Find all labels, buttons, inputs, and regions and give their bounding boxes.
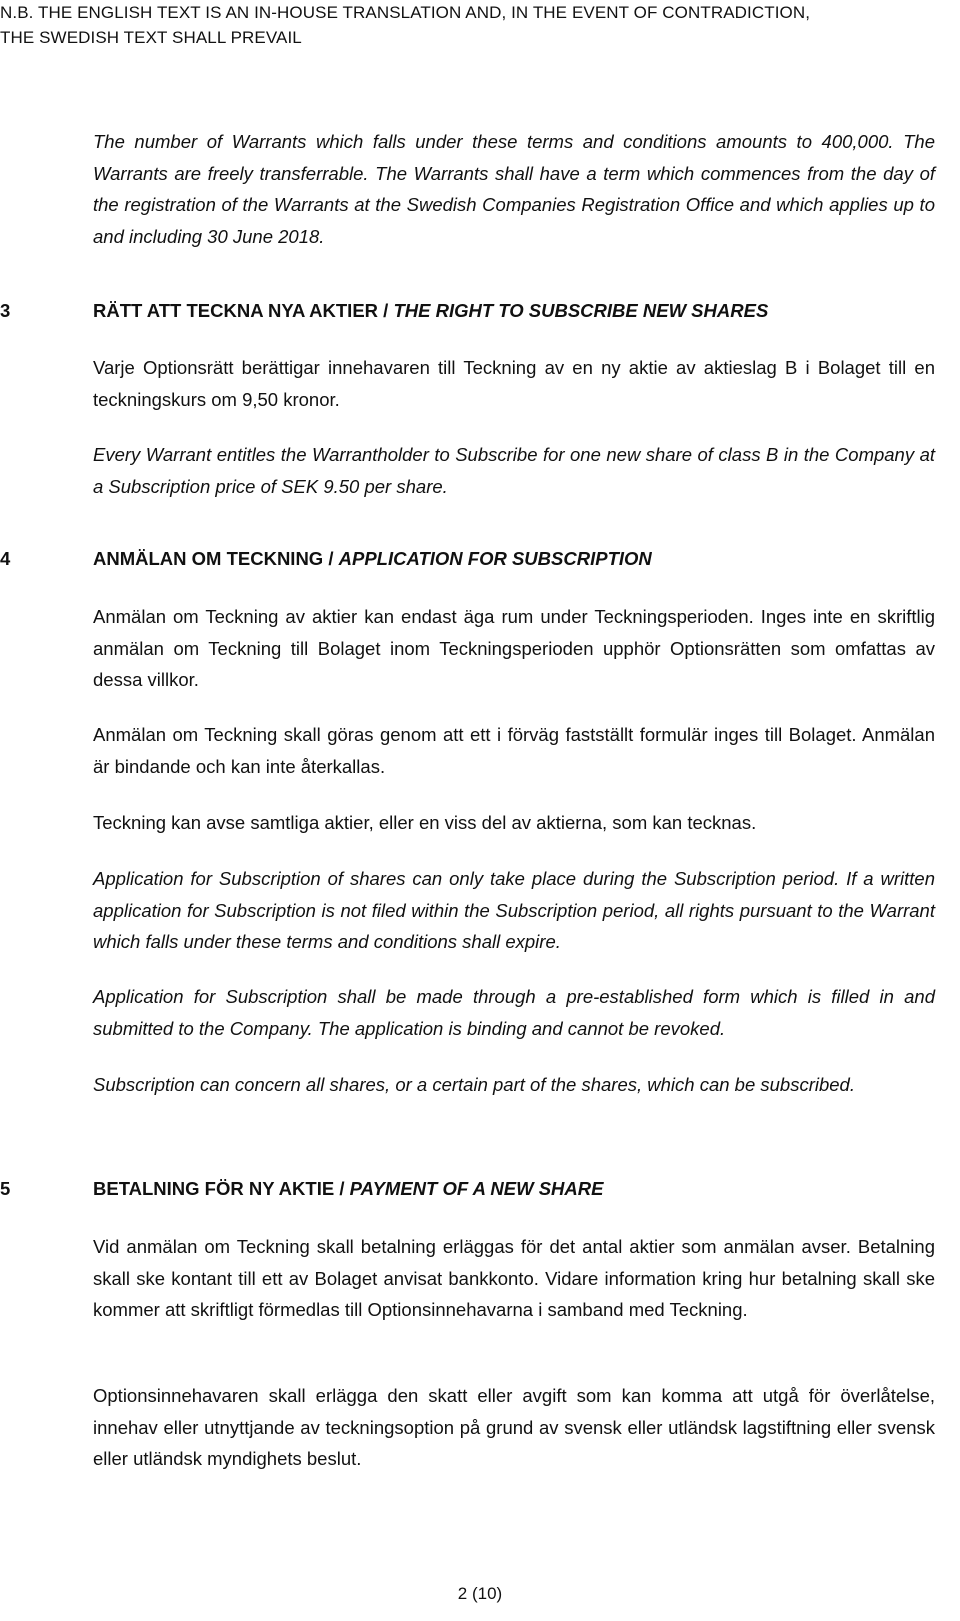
section-4-paragraph-1-en [93,863,935,958]
section-4-paragraph-1-sv [93,601,935,696]
section-5-text-1-sv: Vid anmälan om Teckning skall betalning erläggas för det antal aktier som anmälan avser. Betalning skall ske kontant till ett av Bolaget anvisat bankkonto. Vidare information kring hur betalning skall ske kommer att skriftligt förmedlas till Optionsinnehavarna i samband med Teckning. [93,1236,935,1320]
section-4-text-2-sv: Anmälan om Teckning skall göras genom att ett i förväg fastställt formulär inges till Bolaget. Anmälan är bindande och kan inte återkallas. [93,724,935,777]
section-4-paragraph-3-sv [93,807,935,839]
page-number: 2 (10) [457,1584,503,1603]
section-4-title [93,547,652,571]
section-5-text-2-sv: Optionsinnehavaren skall erlägga den skatt eller avgift som kan komma att utgå för överlåtelse, innehav eller utnyttjande av teckningsoption på grund av svensk eller utländsk lagstiftning eller svensk eller utländsk myndighets beslut. [93,1385,935,1469]
section-3-title [93,299,768,323]
section-5-paragraph-1-sv [93,1231,935,1326]
section-5-title [93,1177,603,1201]
header-line-1: N.B. THE ENGLISH TEXT IS AN IN-HOUSE TRANSLATION AND, IN THE EVENT OF CONTRADICTION, [0,3,811,22]
translation-notice-header [0,0,960,50]
section-4-paragraph-2-en [93,981,935,1044]
section-4-text-1-sv: Anmälan om Teckning av aktier kan endast äga rum under Teckningsperioden. Inges inte en skriftlig anmälan om Teckning till Bolaget inom Teckningsperioden upphör Optionsrätten som omfattas av dessa villkor. [93,606,935,690]
section-5-title-en: PAYMENT OF A NEW SHARE [349,1178,604,1199]
section-4-text-1-en: Application for Subscription of shares can only take place during the Subscription period. If a written application for Subscription is not filed within the Subscription period, all rights pursuant to the Warrant which falls under these terms and conditions shall expire. [93,868,935,952]
section-4-text-3-sv: Teckning kan avse samtliga aktier, eller en viss del av aktierna, som kan tecknas. [93,812,757,833]
section-5-title-sv: BETALNING FÖR NY AKTIE / [93,1178,350,1199]
section-3-paragraph-sv [93,352,935,415]
section-3-title-sv: RÄTT ATT TECKNA NYA AKTIER / [93,300,394,321]
section-3-text-en: Every Warrant entitles the Warrantholder to Subscribe for one new share of class B in the Company at a Subscription price of SEK 9.50 per share. [93,444,935,497]
section-4-paragraph-3-en [93,1069,935,1101]
section-4-title-sv: ANMÄLAN OM TECKNING / [93,548,339,569]
section-4-number: 4 [0,548,11,569]
section-4-title-en: APPLICATION FOR SUBSCRIPTION [338,548,652,569]
header-line-2: THE SWEDISH TEXT SHALL PREVAIL [0,28,302,47]
intro-paragraph-en [93,126,935,252]
section-3-text-sv: Varje Optionsrätt berättigar innehavaren till Teckning av en ny aktie av aktieslag B i Bolaget till en teckningskurs om 9,50 kronor. [93,357,935,410]
intro-text: The number of Warrants which falls under these terms and conditions amounts to 400,000. The Warrants are freely transferrable. The Warrants shall have a term which commences from the day of the registration of the Warrants at the Swedish Companies Registration Office and which applies up to and including 30 June 2018. [93,131,935,247]
section-4-text-3-en: Subscription can concern all shares, or a certain part of the shares, which can be subscribed. [93,1074,855,1095]
section-4-paragraph-2-sv [93,719,935,782]
section-3-number: 3 [0,300,11,321]
section-5-number: 5 [0,1178,11,1199]
section-3-title-en: THE RIGHT TO SUBSCRIBE NEW SHARES [393,300,769,321]
section-5-paragraph-2-sv [93,1380,935,1475]
section-4-text-2-en: Application for Subscription shall be made through a pre-established form which is filled in and submitted to the Company. The application is binding and cannot be revoked. [93,986,935,1039]
section-3-paragraph-en [93,439,935,502]
